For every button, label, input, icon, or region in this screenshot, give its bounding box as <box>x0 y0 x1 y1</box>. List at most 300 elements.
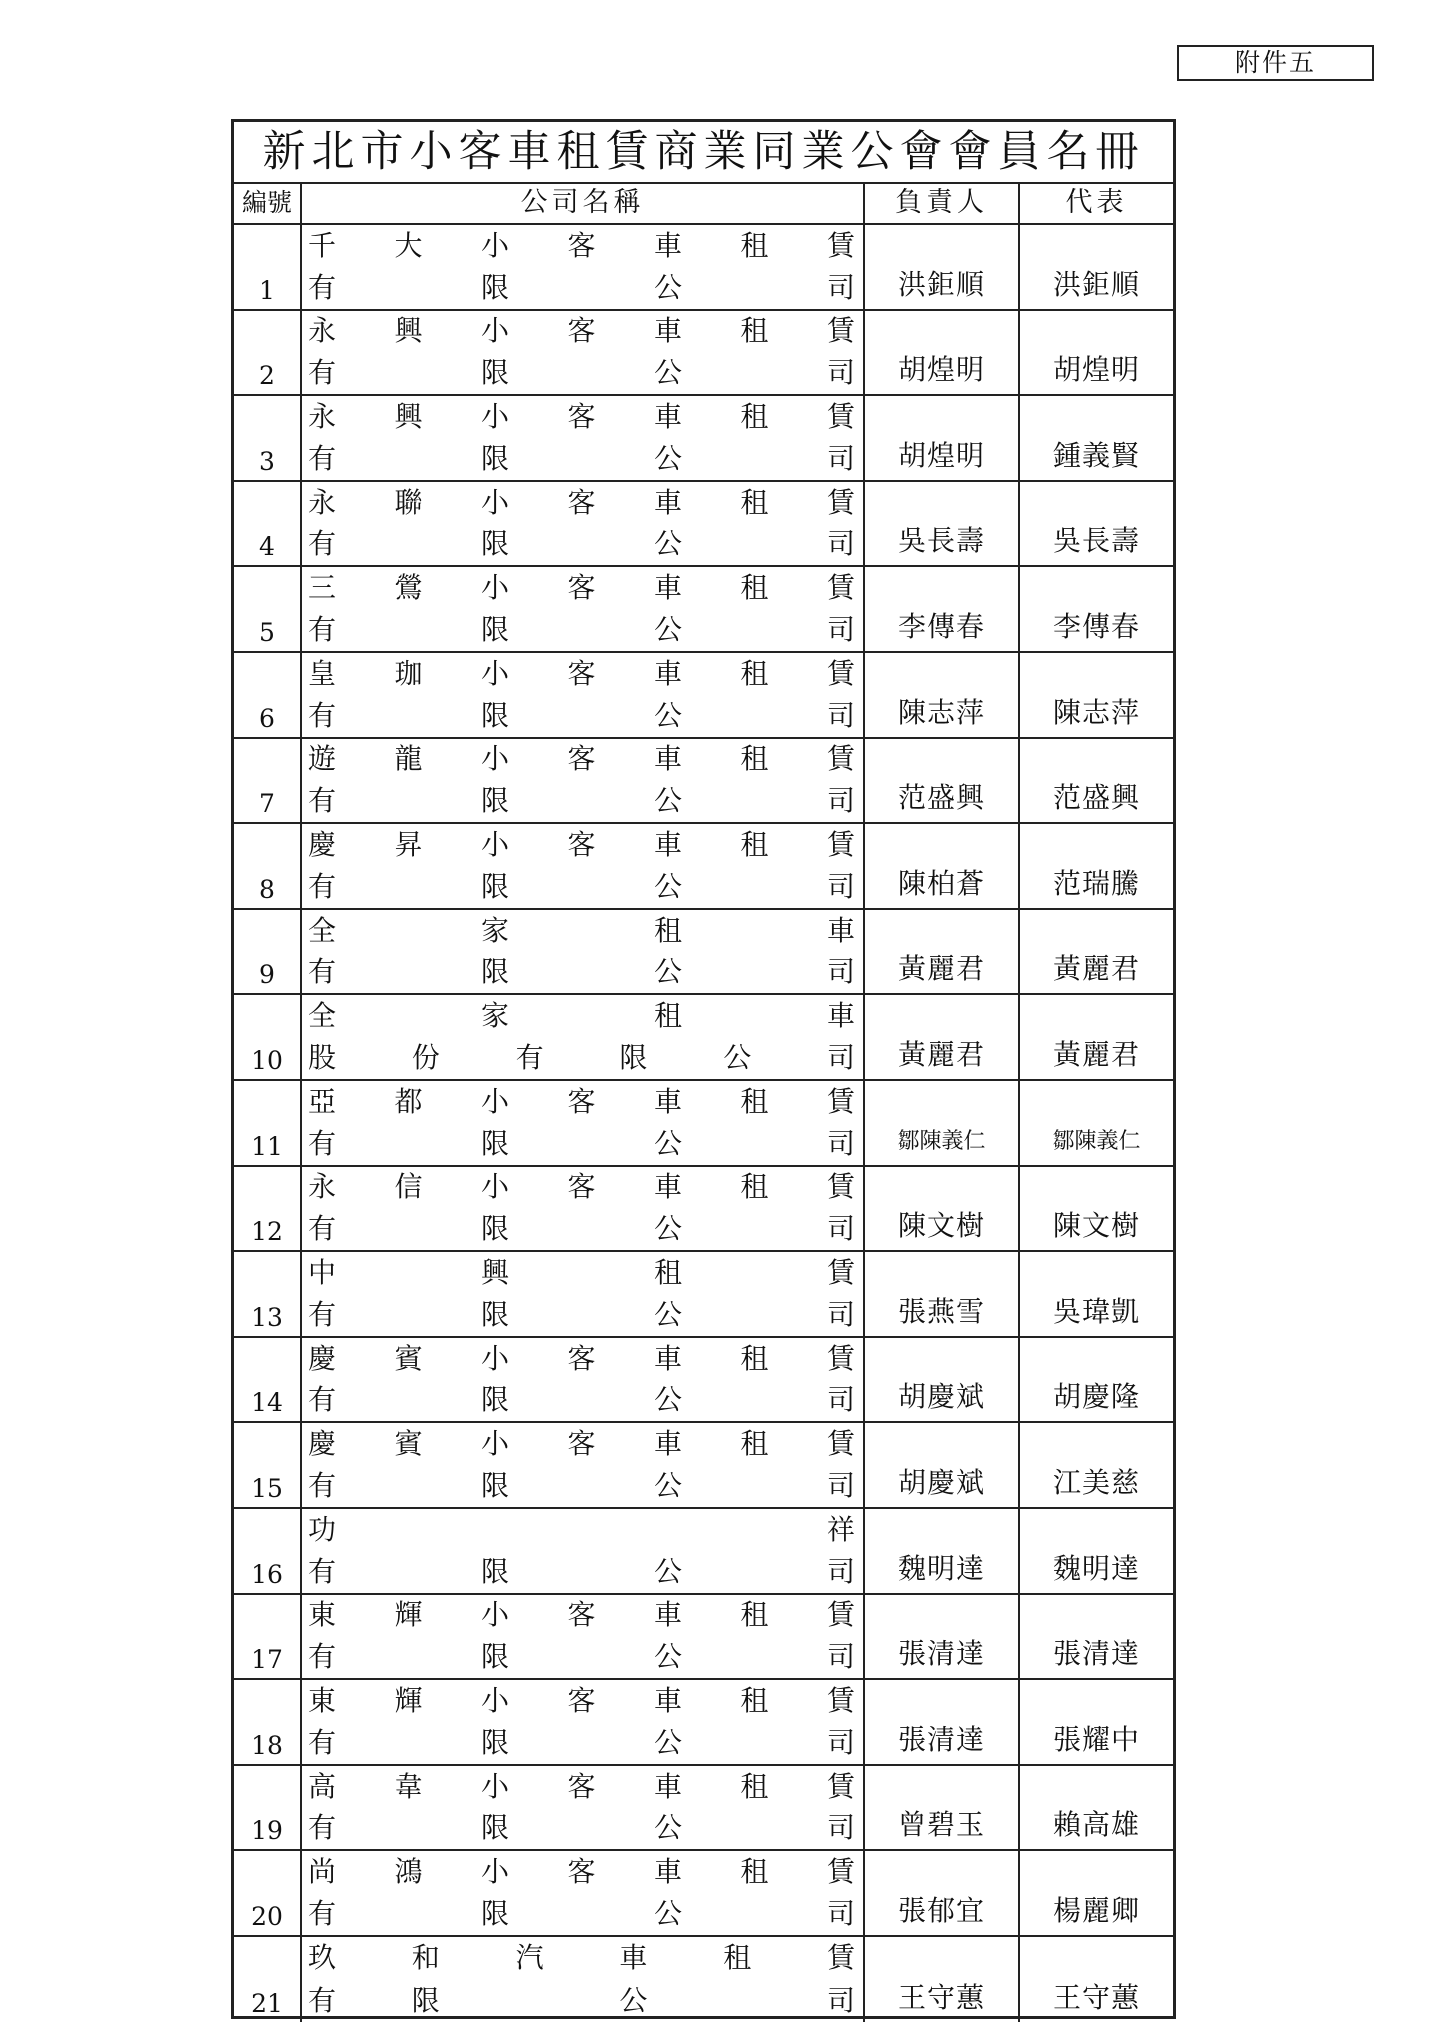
company-name-char <box>740 441 768 477</box>
company-name-char: 公 <box>653 1896 682 1930</box>
company-name-char: 小 <box>480 314 509 348</box>
company-name-char <box>740 698 768 734</box>
company-name <box>302 1423 865 1507</box>
company-name-char: 司 <box>826 1126 855 1160</box>
company-name-char <box>516 1983 544 2019</box>
responsible-person: 李傳春 <box>865 567 1020 651</box>
company-name-char: 聯 <box>394 485 423 519</box>
table-row <box>234 1252 1173 1338</box>
company-name-char: 有 <box>308 1984 337 2018</box>
company-name-char <box>740 913 768 949</box>
company-name-line2 <box>308 612 855 648</box>
company-name-line2 <box>308 1896 855 1932</box>
company-name-char: 汽 <box>515 1941 544 1975</box>
company-name-char <box>395 698 423 734</box>
company-name <box>302 396 865 480</box>
company-name-line2 <box>308 1211 855 1247</box>
company-name-char: 限 <box>480 869 509 903</box>
table-header <box>234 184 1173 225</box>
company-name-char <box>395 526 423 562</box>
company-name-char: 客 <box>567 1170 596 1204</box>
company-name-line1 <box>308 827 855 863</box>
company-name-char: 永 <box>308 1170 337 1204</box>
company-name-char: 司 <box>826 1297 855 1331</box>
company-name <box>302 824 865 908</box>
company-name-char <box>740 355 768 391</box>
representative: 王守蕙 <box>1052 1981 1140 2015</box>
company-name-char: 三 <box>308 571 337 605</box>
company-name-char: 車 <box>653 828 682 862</box>
company-name-char: 客 <box>567 1427 596 1461</box>
company-name-char: 司 <box>826 1041 855 1075</box>
company-name-char: 有 <box>308 527 337 561</box>
table-row <box>234 1680 1173 1766</box>
company-name-char: 和 <box>411 1941 440 1975</box>
row-number: 20 <box>234 1851 302 1935</box>
company-name-char: 限 <box>480 1896 509 1930</box>
company-name-char: 租 <box>740 1427 769 1461</box>
company-name-char <box>395 1126 423 1162</box>
company-name-char: 限 <box>480 270 509 304</box>
company-name-char: 公 <box>653 1297 682 1331</box>
row-number: 16 <box>234 1509 302 1593</box>
company-name-char: 賃 <box>826 1084 855 1118</box>
responsible-person: 洪鉅順 <box>865 225 1020 309</box>
company-name-char: 興 <box>480 1256 509 1290</box>
company-name-char: 慶 <box>308 828 337 862</box>
company-name-char: 都 <box>394 1084 423 1118</box>
company-name-char <box>740 998 768 1034</box>
company-name-char <box>395 1211 423 1247</box>
company-name-char <box>567 526 595 562</box>
company-name-char: 小 <box>480 656 509 690</box>
company-name-char: 公 <box>653 1126 682 1160</box>
responsible-person: 曾碧玉 <box>865 1766 1020 1850</box>
company-name-line1 <box>308 1255 855 1291</box>
company-name-char <box>567 1810 595 1846</box>
company-name-char: 租 <box>653 913 682 947</box>
responsible-person: 張清達 <box>865 1595 1020 1679</box>
company-name-char: 小 <box>480 1855 509 1889</box>
company-name-char: 大 <box>394 228 423 262</box>
responsible-person: 陳文樹 <box>865 1167 1020 1251</box>
company-name-char: 限 <box>480 1383 509 1417</box>
company-name-char: 有 <box>308 613 337 647</box>
company-name-char <box>567 869 595 905</box>
company-name-char <box>567 1211 595 1247</box>
company-name-char: 小 <box>480 1769 509 1803</box>
company-name-char <box>740 869 768 905</box>
company-name-char: 興 <box>394 400 423 434</box>
company-name-char: 小 <box>480 1084 509 1118</box>
company-name-char: 公 <box>653 1640 682 1674</box>
company-name-char: 限 <box>480 1469 509 1502</box>
company-name-char: 客 <box>567 656 596 690</box>
company-name-char: 公 <box>653 1811 682 1845</box>
company-name-line2 <box>308 869 855 905</box>
company-name-char: 車 <box>653 1170 682 1204</box>
company-name-char: 司 <box>826 1725 855 1759</box>
company-name-line1 <box>308 485 855 521</box>
company-name <box>302 653 865 737</box>
company-name-char: 鶯 <box>394 571 423 605</box>
company-name-char <box>723 1983 751 2019</box>
row-number: 8 <box>234 824 302 908</box>
company-name-char <box>567 998 595 1034</box>
company-name-char: 司 <box>826 1212 855 1246</box>
company-name <box>302 1851 865 1935</box>
responsible-person: 范盛興 <box>865 739 1020 823</box>
company-name-line1 <box>308 1769 855 1805</box>
company-name-char <box>395 1468 423 1504</box>
company-name-char: 限 <box>411 1984 440 2018</box>
company-name-char <box>395 1512 423 1548</box>
company-name-char: 租 <box>740 656 769 690</box>
company-name-char: 客 <box>567 1683 596 1717</box>
responsible-person: 陳柏蒼 <box>865 824 1020 908</box>
company-name-char: 車 <box>653 1598 682 1632</box>
company-name-char: 功 <box>308 1512 337 1546</box>
company-name-char: 有 <box>308 1469 337 1502</box>
representative: 陳志萍 <box>1052 695 1140 729</box>
company-name-line2 <box>308 1468 855 1504</box>
company-name-char <box>654 1512 682 1548</box>
company-name-char: 租 <box>740 742 769 776</box>
header-responsible: 負責人 <box>865 184 1020 223</box>
company-name-char: 限 <box>480 1725 509 1759</box>
company-name-line1 <box>308 1169 855 1205</box>
company-name-char: 小 <box>480 1341 509 1375</box>
company-name-char <box>567 1554 595 1590</box>
company-name-char <box>740 1810 768 1846</box>
company-name-char: 中 <box>308 1256 337 1290</box>
company-name-char: 客 <box>567 228 596 262</box>
company-name-char <box>740 1639 768 1675</box>
company-name-char: 小 <box>480 400 509 434</box>
company-name-char: 司 <box>826 527 855 561</box>
company-name-char: 股 <box>308 1041 337 1075</box>
representative: 張清達 <box>1052 1637 1140 1671</box>
company-name-char <box>740 1725 768 1761</box>
company-name-char: 賓 <box>394 1341 423 1375</box>
company-name-char: 有 <box>308 270 337 304</box>
company-name-char: 賃 <box>826 1256 855 1290</box>
company-name-char: 賃 <box>826 1855 855 1889</box>
company-name-char <box>567 441 595 477</box>
company-name-line1 <box>308 1341 855 1377</box>
table-row <box>234 1595 1173 1681</box>
representative: 張耀中 <box>1052 1722 1140 1756</box>
company-name-char <box>395 1810 423 1846</box>
company-name <box>302 739 865 823</box>
company-name-char: 有 <box>308 1126 337 1160</box>
company-name-char <box>395 783 423 819</box>
company-name-line1 <box>308 656 855 692</box>
company-name-char: 有 <box>308 1725 337 1759</box>
company-name-char: 公 <box>653 1212 682 1246</box>
row-number: 7 <box>234 739 302 823</box>
company-name-char: 客 <box>567 1341 596 1375</box>
responsible-person: 鄒陳義仁 <box>865 1081 1020 1165</box>
company-name-char: 限 <box>480 698 509 732</box>
company-name-char: 有 <box>308 1811 337 1845</box>
table-row <box>234 1081 1173 1167</box>
row-number: 5 <box>234 567 302 651</box>
company-name-char: 賃 <box>826 1769 855 1803</box>
company-name-line2 <box>308 1297 855 1333</box>
company-name-char <box>395 1297 423 1333</box>
row-number: 1 <box>234 225 302 309</box>
company-name-char: 尚 <box>308 1855 337 1889</box>
company-name-char <box>740 783 768 819</box>
company-name-char: 司 <box>826 270 855 304</box>
company-name-char: 限 <box>480 527 509 561</box>
company-name-char: 客 <box>567 1084 596 1118</box>
company-name-line1 <box>308 313 855 349</box>
company-name <box>302 482 865 566</box>
company-name-line1 <box>308 998 855 1034</box>
company-name-char <box>395 869 423 905</box>
representative: 賴高雄 <box>1052 1808 1140 1842</box>
company-name-char: 賃 <box>826 1170 855 1204</box>
company-name-char: 小 <box>480 571 509 605</box>
company-name-char: 限 <box>480 1554 509 1588</box>
company-name-char: 限 <box>480 1297 509 1331</box>
company-name-char: 司 <box>826 784 855 818</box>
company-name-char: 份 <box>411 1041 440 1075</box>
company-name-char: 有 <box>308 1212 337 1246</box>
company-name-char: 有 <box>308 1554 337 1588</box>
company-name-char: 客 <box>567 828 596 862</box>
company-name-char: 賃 <box>826 228 855 262</box>
row-number: 2 <box>234 311 302 395</box>
company-name-line1 <box>308 399 855 435</box>
company-name-char: 有 <box>308 869 337 903</box>
table-body <box>234 225 1173 2022</box>
company-name-char: 租 <box>723 1941 752 1975</box>
company-name-line1 <box>308 1683 855 1719</box>
representative: 魏明達 <box>1052 1551 1140 1585</box>
company-name-char: 韋 <box>394 1769 423 1803</box>
responsible-person: 胡煌明 <box>865 311 1020 395</box>
company-name-line2 <box>308 1382 855 1418</box>
company-name-char: 司 <box>826 1469 855 1502</box>
company-name-char: 永 <box>308 400 337 434</box>
row-number: 12 <box>234 1167 302 1251</box>
company-name-char: 有 <box>308 1896 337 1930</box>
representative: 范盛興 <box>1052 781 1140 815</box>
responsible-person: 胡慶斌 <box>865 1423 1020 1507</box>
header-company: 公司名稱 <box>302 184 865 223</box>
company-name-char: 限 <box>480 1811 509 1845</box>
company-name-char: 租 <box>740 1084 769 1118</box>
company-name-char: 租 <box>740 314 769 348</box>
company-name-char: 車 <box>653 656 682 690</box>
company-name-char: 客 <box>567 1769 596 1803</box>
table-row <box>234 824 1173 910</box>
company-name-char <box>740 1896 768 1932</box>
company-name <box>302 1509 865 1593</box>
company-name-char: 租 <box>740 228 769 262</box>
company-name-char: 司 <box>826 869 855 903</box>
company-name-char: 車 <box>653 571 682 605</box>
company-name-char <box>395 1382 423 1418</box>
company-name-char: 司 <box>826 1554 855 1588</box>
company-name-char: 租 <box>740 828 769 862</box>
company-name <box>302 311 865 395</box>
company-name-line2 <box>308 355 855 391</box>
company-name-char: 永 <box>308 485 337 519</box>
company-name-char: 賃 <box>826 1683 855 1717</box>
company-name-char: 慶 <box>308 1341 337 1375</box>
table-row <box>234 739 1173 825</box>
company-name-line2 <box>308 1810 855 1846</box>
company-name-char: 司 <box>826 1984 855 2018</box>
company-name-char: 限 <box>480 1126 509 1160</box>
company-name-char: 千 <box>308 228 337 262</box>
company-name-char: 租 <box>740 1341 769 1375</box>
company-name-char: 遊 <box>308 742 337 776</box>
company-name-char: 車 <box>653 1769 682 1803</box>
company-name-char: 司 <box>826 1896 855 1930</box>
company-name-line1 <box>308 1084 855 1120</box>
row-number: 17 <box>234 1595 302 1679</box>
company-name-char: 玖 <box>308 1941 337 1975</box>
row-number: 21 <box>234 1937 302 2023</box>
company-name-char <box>395 355 423 391</box>
company-name-char: 公 <box>653 527 682 561</box>
company-name-char: 賃 <box>826 656 855 690</box>
company-name-line2 <box>308 1725 855 1761</box>
company-name-char: 車 <box>826 913 855 947</box>
company-name-char: 司 <box>826 441 855 475</box>
row-number: 18 <box>234 1680 302 1764</box>
company-name <box>302 1937 865 2023</box>
company-name-char: 賓 <box>394 1427 423 1461</box>
table-row <box>234 311 1173 397</box>
company-name-char <box>740 526 768 562</box>
table-row <box>234 1766 1173 1852</box>
company-name-char: 公 <box>653 869 682 903</box>
company-name-char: 租 <box>740 1683 769 1717</box>
table-row <box>234 1167 1173 1253</box>
company-name-char: 司 <box>826 613 855 647</box>
company-name-char: 限 <box>480 356 509 390</box>
company-name-char: 賃 <box>826 485 855 519</box>
company-name-char: 租 <box>740 400 769 434</box>
company-name-line2 <box>308 1983 855 2019</box>
company-name-char: 車 <box>653 742 682 776</box>
company-name-char: 賃 <box>826 314 855 348</box>
company-name-char: 限 <box>619 1041 648 1075</box>
company-name-char: 有 <box>515 1041 544 1075</box>
company-name-char: 公 <box>653 698 682 732</box>
company-name-line2 <box>308 270 855 306</box>
company-name-char: 公 <box>653 1469 682 1502</box>
company-name-char: 客 <box>567 400 596 434</box>
representative: 黃麗君 <box>1052 1037 1140 1071</box>
company-name <box>302 1766 865 1850</box>
company-name <box>302 567 865 651</box>
row-number: 10 <box>234 995 302 1079</box>
table-row <box>234 482 1173 568</box>
company-name-line1 <box>308 570 855 606</box>
company-name-char <box>567 954 595 990</box>
representative: 吳長壽 <box>1052 524 1140 558</box>
company-name-line2 <box>308 1126 855 1162</box>
responsible-person: 黃麗君 <box>865 995 1020 1079</box>
company-name-line2 <box>308 1639 855 1675</box>
row-number: 11 <box>234 1081 302 1165</box>
company-name-char <box>395 270 423 306</box>
row-number: 4 <box>234 482 302 566</box>
row-number: 9 <box>234 910 302 994</box>
company-name-char: 租 <box>740 485 769 519</box>
company-name-char: 東 <box>308 1683 337 1717</box>
company-name-char: 亞 <box>308 1084 337 1118</box>
company-name-char <box>740 1468 768 1504</box>
company-name-char: 租 <box>653 1256 682 1290</box>
company-name <box>302 1081 865 1165</box>
responsible-person: 張郁宜 <box>865 1851 1020 1935</box>
company-name-char: 有 <box>308 698 337 732</box>
row-number: 13 <box>234 1252 302 1336</box>
responsible-person: 魏明達 <box>865 1509 1020 1593</box>
table-row <box>234 910 1173 996</box>
company-name-char: 公 <box>653 1725 682 1759</box>
company-name-char: 客 <box>567 314 596 348</box>
company-name-char: 小 <box>480 742 509 776</box>
company-name-line2 <box>308 954 855 990</box>
company-name-char: 昇 <box>394 828 423 862</box>
company-name-char: 公 <box>653 1554 682 1588</box>
company-name-char <box>481 1512 509 1548</box>
company-name-line1 <box>308 1854 855 1890</box>
company-name-char: 公 <box>653 270 682 304</box>
company-name-char: 租 <box>740 1170 769 1204</box>
company-name-char: 車 <box>653 1427 682 1461</box>
company-name-char <box>567 1126 595 1162</box>
company-name-char: 小 <box>480 228 509 262</box>
company-name-char <box>567 1255 595 1291</box>
company-name-char: 車 <box>653 228 682 262</box>
representative: 吳瑋凱 <box>1052 1294 1140 1328</box>
representative: 鍾義賢 <box>1052 438 1140 472</box>
table-row <box>234 1509 1173 1595</box>
document-title: 新北市小客車租賃商業同業公會會員名冊 <box>234 122 1173 184</box>
company-name-char: 賃 <box>826 742 855 776</box>
company-name-char: 鴻 <box>394 1855 423 1889</box>
row-number: 6 <box>234 653 302 737</box>
company-name-char: 車 <box>826 999 855 1033</box>
company-name <box>302 1338 865 1422</box>
company-name-char: 租 <box>740 1855 769 1889</box>
company-name-char: 有 <box>308 1640 337 1674</box>
company-name-char: 永 <box>308 314 337 348</box>
company-name-char: 限 <box>480 1640 509 1674</box>
table-row <box>234 995 1173 1081</box>
company-name-char: 客 <box>567 1598 596 1632</box>
company-name-char: 輝 <box>394 1683 423 1717</box>
company-name-char <box>395 998 423 1034</box>
company-name-char: 家 <box>480 999 509 1033</box>
table-row <box>234 1338 1173 1424</box>
company-name-line1 <box>308 228 855 264</box>
company-name-char: 賃 <box>826 1427 855 1461</box>
row-number: 19 <box>234 1766 302 1850</box>
company-name-char <box>567 355 595 391</box>
company-name-char: 公 <box>653 441 682 475</box>
